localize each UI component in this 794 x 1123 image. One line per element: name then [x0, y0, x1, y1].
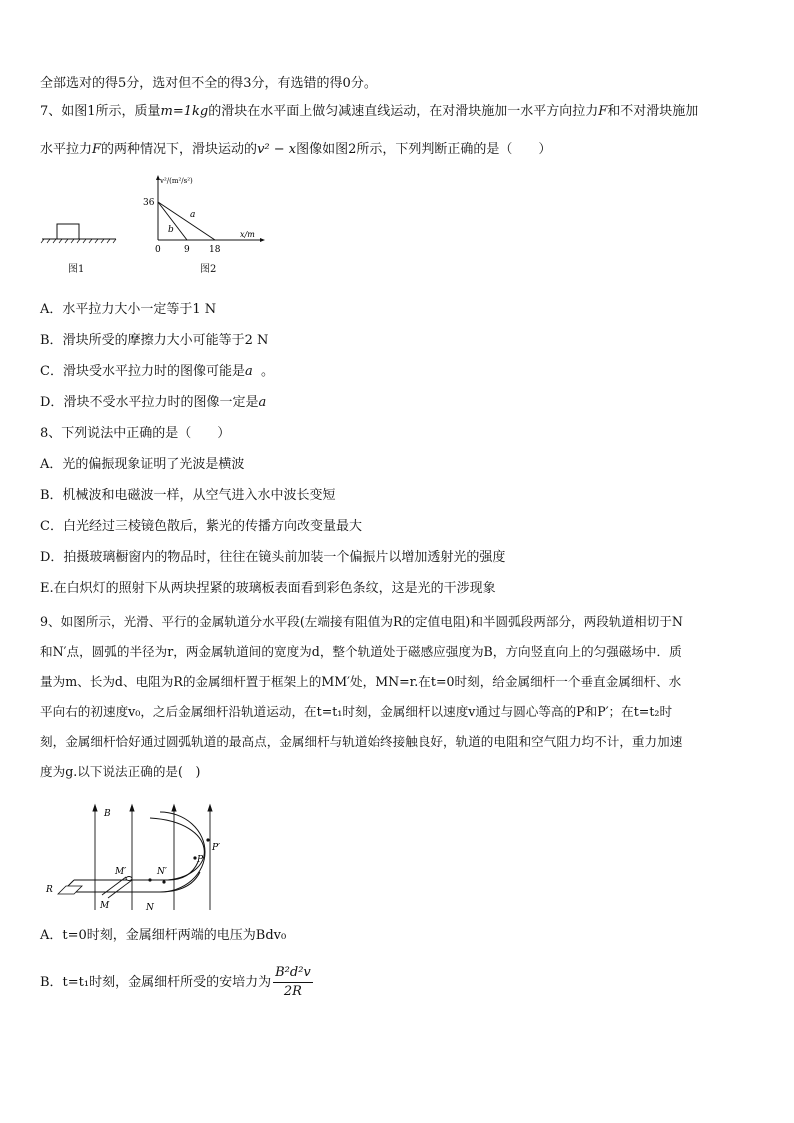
label-N-prime: N′	[157, 867, 167, 877]
q9-stem-line3: 量为m、长为d、电阻为R的金属细杆置于框架上的MM′处，MN=r.在t=0时刻，给金属细杆一个垂直金属细杆、水	[40, 674, 682, 689]
q9-stem-line6: 度为g.以下说法正确的是( )	[40, 764, 201, 779]
q8-option-e: E.在白炽灯的照射下从两块捏紧的玻璃板表面看到彩色条纹，这是光的干涉现象	[40, 581, 496, 596]
fraction-numerator: B²d²v	[273, 964, 313, 983]
label-P-prime: P′	[212, 843, 221, 853]
y-tick-36: 36	[143, 198, 155, 208]
x-axis-label: x/m	[240, 230, 255, 239]
q7-line2-text-2: 的两种情况下，滑块运动的	[101, 142, 258, 157]
q7-option-b	[40, 331, 268, 351]
q8-option-d: D．拍摄玻璃橱窗内的物品时，往往在镜头前加装一个偏振片以增加透射光的强度	[40, 550, 506, 565]
x-tick-9: 9	[184, 245, 190, 255]
option-label: D．	[40, 395, 64, 410]
label-N: N	[146, 903, 154, 913]
q9-stem-line4: 平向右的初速度v₀，之后金属细杆沿轨道运动，在t=t₁时刻，金属细杆以速度v通过与圆心等高的P和P′；在t=t₂时	[40, 704, 673, 719]
option-text: 滑块不受水平拉力时的图像一定是	[63, 395, 259, 410]
option-text: 水平拉力大小一定等于1 N	[62, 302, 217, 317]
q8-option-b: B．机械波和电磁波一样，从空气进入水中波长变短	[40, 488, 336, 503]
q7-text-3: 和不对滑块施加	[607, 104, 699, 119]
q9-option-a: A．t=0时刻，金属细杆两端的电压为Bdv₀	[40, 928, 287, 943]
q7-option-d	[40, 393, 266, 413]
origin-label: 0	[155, 245, 161, 255]
q7-force-symbol: F	[598, 104, 608, 119]
line-a	[158, 202, 215, 240]
option-text: 滑块所受的摩擦力大小可能等于2 N	[62, 333, 269, 348]
q9-option-b	[40, 964, 313, 1001]
option-label: B．	[40, 333, 63, 348]
q9-option-b-text: B．t=t₁时刻，金属细杆所受的安培力为	[40, 975, 272, 990]
label-R: R	[46, 885, 53, 895]
label-M-prime: M′	[115, 867, 127, 877]
q7-formula: v² − x	[257, 142, 297, 157]
scoring-rule-text: 全部选对的得5分，选对但不全的得3分，有选错的得0分。	[40, 76, 377, 91]
q7-text-1: 7、如图1所示，质量	[40, 104, 161, 119]
q7-force-symbol-2: F	[92, 142, 102, 157]
q8-option-c: C．白光经过三棱镜色散后，紫光的传播方向改变量最大	[40, 519, 362, 534]
q7-figure2-caption: 图2	[200, 264, 217, 275]
line-a-label: a	[190, 210, 196, 220]
q9-stem-line5: 刻，金属细杆恰好通过圆弧轨道的最高点，金属细杆与轨道始终接触良好，轨道的电阻和空气阻力均不计，重力加速	[40, 734, 683, 749]
q7-figure1-caption: 图1	[68, 264, 85, 275]
q7-mass: m=1kg	[160, 104, 209, 119]
option-italic: a	[244, 364, 253, 379]
q7-figure1-block-diagram	[40, 220, 120, 244]
q9-option-b-fraction	[273, 964, 313, 1001]
q7-line2-text-1: 水平拉力	[40, 142, 93, 157]
line-b-label: b	[168, 225, 174, 235]
q8-stem: 8、下列说法中正确的是（ ）	[40, 426, 231, 441]
option-label: C．	[40, 364, 63, 379]
q7-line2-text-3: 图像如图2所示，下列判断正确的是（ ）	[296, 142, 552, 157]
label-M: M	[100, 901, 110, 911]
option-end: 。	[261, 364, 275, 379]
x-tick-18: 18	[209, 245, 221, 255]
label-B: B	[104, 809, 111, 819]
q9-stem-line1: 9、如图所示，光滑、平行的金属轨道分水平段(左端接有阻值为R的定值电阻)和半圆弧段两部分，两段轨道相切于N	[40, 614, 683, 629]
q7-text-2: 的滑块在水平面上做匀减速直线运动，在对滑块施加一水平方向拉力	[208, 104, 599, 119]
q8-option-a: A．光的偏振现象证明了光波是横波	[40, 457, 245, 472]
q7-figure2-graph	[140, 172, 270, 260]
fraction-denominator: 2R	[283, 984, 302, 999]
option-label: A．	[40, 302, 63, 317]
q7-option-a	[40, 300, 216, 320]
q9-stem-line2: 和N′点，圆弧的半径为r，两金属轨道间的宽度为d，整个轨道处于磁感应强度为B，方向竖直向上的匀强磁场中．质	[40, 644, 682, 659]
y-axis-label: v²/(m²/s²)	[160, 177, 193, 185]
q7-stem-line2	[40, 140, 754, 160]
q7-stem-line1	[40, 102, 754, 122]
label-P: P	[197, 855, 204, 865]
option-italic: a	[258, 395, 267, 410]
option-text: 滑块受水平拉力时的图像可能是	[62, 364, 245, 379]
q9-rail-diagram	[40, 802, 240, 914]
q7-option-c	[40, 362, 274, 382]
